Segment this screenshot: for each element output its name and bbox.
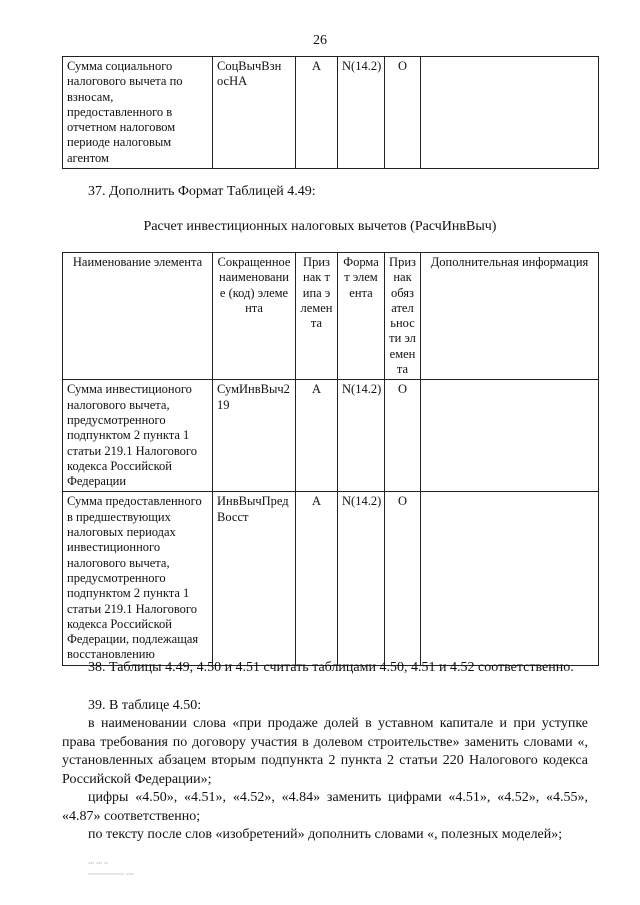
- cell-info: [421, 380, 599, 492]
- cell-code: ИнвВычПредВосст: [213, 492, 296, 665]
- cell-required: О: [385, 57, 421, 169]
- table-row: [63, 57, 599, 169]
- cell-name: Сумма предоставленного в предшествующих налоговых периодах инвестиционного налогового вычета, предусмотренного подпунктом 2 пункта 1 статьи 219.1 Налогового кодекса Российской Федерации, подлежащая восстановлению: [63, 492, 213, 665]
- cell-info: [421, 57, 599, 169]
- table-main: [62, 252, 599, 666]
- header-type: Признак типа элемента: [296, 253, 338, 380]
- table-row: [63, 380, 599, 492]
- item-38: 38. Таблицы 4.49, 4.50 и 4.51 считать таблицами 4.50, 4.51 и 4.52 соответственно.: [88, 660, 574, 675]
- cell-code: СумИнвВыч219: [213, 380, 296, 492]
- cell-name: Сумма социального налогового вычета по взносам, предоставленного в отчетном налоговом периоде налоговым агентом: [63, 57, 213, 169]
- header-format: Формат элемента: [338, 253, 385, 380]
- print-stamp-mark: ··· ··· ·· ·················· ····: [88, 859, 134, 879]
- table-row: [63, 492, 599, 665]
- table-continuation: [62, 56, 599, 169]
- table-header-row: [63, 253, 599, 380]
- cell-type: А: [296, 380, 338, 492]
- item-39-b: цифры «4.50», «4.51», «4.52», «4.84» заменить цифрами «4.51», «4.52», «4.55», «4.87» соответственно;: [62, 790, 588, 824]
- cell-required: О: [385, 492, 421, 665]
- header-required: Признак обязательности элемента: [385, 253, 421, 380]
- code-line-2: осНА: [217, 74, 248, 89]
- cell-code: [213, 57, 296, 169]
- cell-format: N(14.2): [338, 380, 385, 492]
- cell-required: О: [385, 380, 421, 492]
- cell-type: А: [296, 492, 338, 665]
- code-line-1: СоцВычВзн: [217, 59, 282, 73]
- item-39-c: по тексту после слов «изобретений» дополнить словами «, полезных моделей»;: [88, 827, 563, 842]
- table-title: Расчет инвестиционных налоговых вычетов (РасчИнвВыч): [143, 219, 497, 234]
- header-name: Наименование элемента: [63, 253, 213, 380]
- cell-format: N(14.2): [338, 57, 385, 169]
- item-39-a: в наименовании слова «при продаже долей в уставном капитале и при уступке права требования по договору участия в долевом строительстве» заменить словами «, установленных абзацем вторым подпункта 2 пункта 2 статьи 220 Налогового кодекса Российской Федерации»;: [62, 716, 588, 787]
- cell-format: N(14.2): [338, 492, 385, 665]
- cell-name: Сумма инвестиционого налогового вычета, предусмотренного подпунктом 2 пункта 1 статьи 219.1 Налогового кодекса Российской Федерации: [63, 380, 213, 492]
- cell-type: А: [296, 57, 338, 169]
- cell-info: [421, 492, 599, 665]
- header-info: Дополнительная информация: [421, 253, 599, 380]
- page-number: 26: [313, 33, 327, 48]
- item-37: 37. Дополнить Формат Таблицей 4.49:: [88, 184, 316, 199]
- item-39: 39. В таблице 4.50:: [88, 698, 202, 713]
- header-code: Сокращенное наименование (код) элемента: [213, 253, 296, 380]
